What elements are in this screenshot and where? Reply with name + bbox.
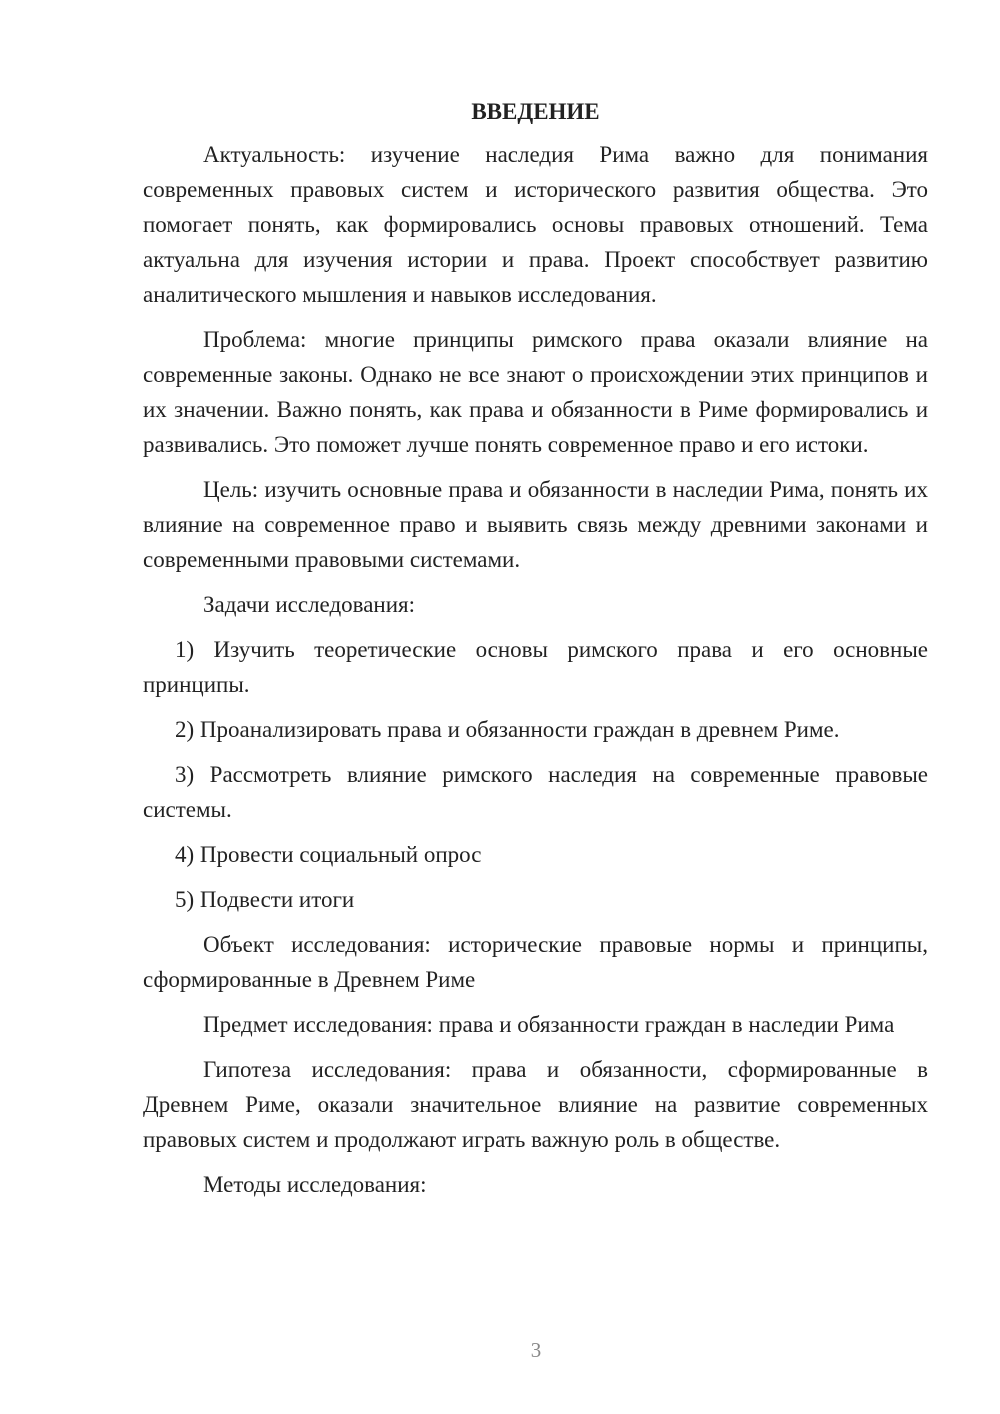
problem-paragraph: Проблема: многие принципы римского права оказали влияние на современные законы. Однако не все знают о происхождении этих принципов и их значении. Важно понять, как права и обязанности в Риме формировались и развивались. Это поможет лучше понять современное право и его истоки. <box>143 327 928 457</box>
object-paragraph: Объект исследования: исторические правовые нормы и принципы, сформированные в Древнем Риме <box>143 932 928 992</box>
goal-paragraph: Цель: изучить основные права и обязанности в наследии Рима, понять их влияние на современное право и выявить связь между древними законами и современными правовыми системами. <box>143 477 928 572</box>
section-title: ВВЕДЕНИЕ <box>471 99 600 124</box>
task-item-1: 1) Изучить теоретические основы римского права и его основные принципы. <box>143 637 928 697</box>
task-item-3: 3) Рассмотреть влияние римского наследия на современные правовые системы. <box>143 762 928 822</box>
relevance-paragraph: Актуальность: изучение наследия Рима важно для понимания современных правовых систем и исторического развития общества. Это помогает понять, как формировались основы правовых отношений. Тема актуальна для изучения истории и права. Проект способствует развитию аналитического мышления и навыков исследования. <box>143 142 928 307</box>
page-number: 3 <box>530 1338 542 1362</box>
subject-paragraph: Предмет исследования: права и обязанности граждан в наследии Рима <box>203 1012 895 1037</box>
page-content <box>143 94 928 1212</box>
task-item-4: 4) Провести социальный опрос <box>175 842 482 867</box>
task-item-2: 2) Проанализировать права и обязанности граждан в древнем Риме. <box>175 717 840 742</box>
hypothesis-paragraph: Гипотеза исследования: права и обязанности, сформированные в Древнем Риме, оказали значительное влияние на развитие современных правовых систем и продолжают играть важную роль в обществе. <box>143 1057 928 1152</box>
task-item-5: 5) Подвести итоги <box>175 887 355 912</box>
tasks-heading: Задачи исследования: <box>203 592 416 617</box>
methods-heading: Методы исследования: <box>203 1172 427 1197</box>
